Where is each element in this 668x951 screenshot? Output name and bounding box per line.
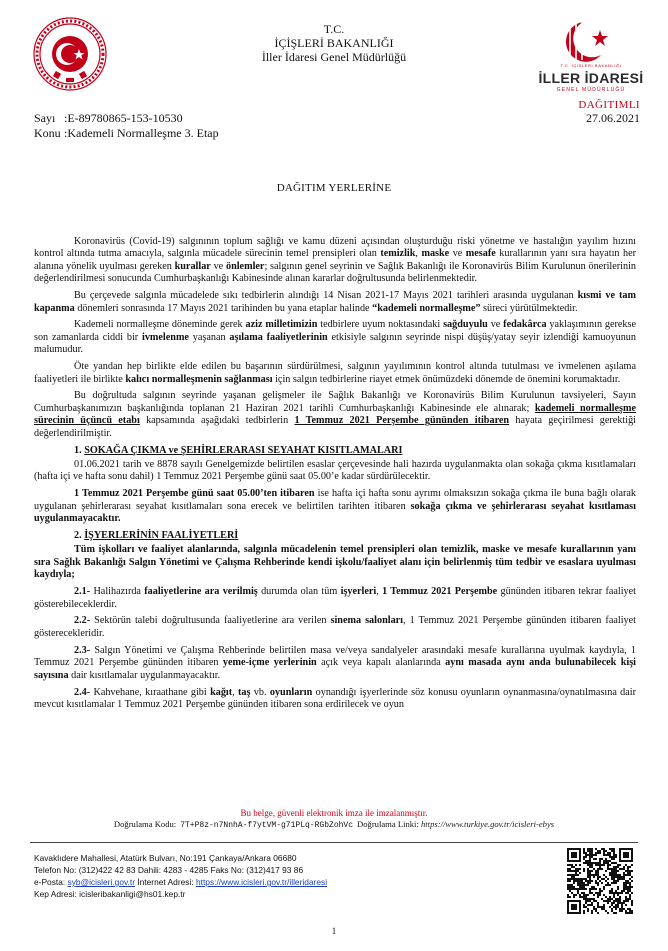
paragraph-10: 2.2- Sektörün talebi doğrultusunda faaliyetlerine ara verilen sinema salonları, 1 Temmuz 2021 Perşembe gününden itibaren faaliyet gösterecekleridir. [34, 615, 636, 639]
letterhead-line-1: T.C. [323, 22, 345, 36]
sayi-row [34, 111, 219, 126]
qr-code-icon [567, 848, 633, 914]
verification-link[interactable]: https://www.turkiye.gov.tr/icisleri-ebys [421, 819, 555, 829]
verification-link-label: Doğrulama Linki: [357, 819, 419, 829]
paragraph-5: Bu doğrultuda salgının seyrinde yaşanan gelişmeler ile Sağlık Bakanlığı ve Koronavirüs Bilim Kurulunun tavsiyeleri, Sayın Cumhurbaşkanımızın başkanlığında toplanan 21 Haziran 2021 tarihli Cumhurbaşkanlığı Kabinesinde ele alınarak; kademeli normalleşme sürecinin üçüncü etabı kapsamında aşağıdaki tedbirlerin 1 Temmuz 2021 Perşembe gününden itibaren hayata geçirilmesi gerektiği değerlendirilmiştir. [34, 390, 637, 439]
paragraph-11: 2.3- Salgın Yönetimi ve Çalışma Rehberinde belirtilen masa ve/veya sandalyeler arasındaki mesafe kurallarına uyulmak kaydıyla, 1 Temmuz 2021 Perşembe gününden itibaren yeme-içme yerlerinin açık veya kapalı alanlarında aynı masada aynı anda bulunabilecek kişi sayısına dair kısıtlamalar uygulanmayacaktır. [34, 644, 636, 681]
footer-contact: e-Posta: syb@icisleri.gov.tr İnternet Adresi: https://www.icisleri.gov.tr/illeridaresi [34, 877, 328, 887]
page-number: 1 [331, 926, 337, 936]
letterhead-line-3: İller İdaresi Genel Müdürlüğü [261, 50, 407, 64]
verification-code-label: Doğrulama Kodu: [113, 819, 177, 829]
sayi-label: Sayı [34, 111, 56, 125]
footer-kep: Kep Adresi: icisleribakanligi@hs01.kep.tr [34, 889, 186, 899]
footer-email-link[interactable]: syb@icisleri.gov.tr [67, 877, 135, 887]
footer-phone: Telefon No: (312)422 42 83 Dahili: 4283 - 4285 Faks No: (312)417 93 86 [34, 865, 304, 875]
verification-line [0, 819, 668, 830]
paragraph-6: 01.06.2021 tarih ve 8878 sayılı Genelgemizde belirtilen esaslar çerçevesinde hali hazırda uygulanmakta olan sokağa çıkma kısıtlamaları (hafta içi ve hafta sonu dahil) 1 Temmuz 2021 Perşembe günü saat 05.00’e kadar sürdürülecektir. [34, 459, 636, 483]
konu-label: Konu [34, 126, 61, 140]
footer-web-link[interactable]: https://www.icisleri.gov.tr/illeridaresi [195, 877, 328, 887]
footer-divider [30, 842, 638, 843]
footer [34, 852, 327, 900]
document-body [34, 236, 636, 716]
footer-address: Kavaklıdere Mahallesi, Atatürk Bulvarı, No:191 Çankaya/Ankara 06680 [34, 853, 297, 863]
konu-row [34, 126, 219, 141]
distribution-stamp: DAĞITIMLI [578, 99, 640, 111]
logo-subtitle: GENEL MÜDÜRLÜĞÜ [556, 87, 626, 93]
recipient-heading: DAĞITIM YERLERİNE [276, 182, 392, 194]
paragraph-12: 2.4- Kahvehane, kıraathane gibi kağıt, taş vb. oyunların oynandığı işyerlerinde söz konusu oyunların oynanmasına/oynatılmasına dair mevcut kısıtlamalar 1 Temmuz 2021 Perşembe gününden itibaren sona erdirilecek ve oyun [34, 686, 637, 710]
logo-title: İLLER İDARESİ [538, 70, 644, 86]
document-meta [34, 111, 219, 141]
paragraph-4: Öte yandan hep birlikte elde edilen bu başarının sürdürülmesi, salgının yayılımının kontrol altında tutulması ve ivmelenen aşılama faaliyetleri ile birlikte kalıcı normalleşmenin sağlanması için salgın tedbirlerine riayet etmek önümüzdeki dönemde de önemini korumaktadır. [34, 361, 636, 385]
paragraph-2: Bu çerçevede salgınla mücadelede sıkı tedbirlerin alındığı 14 Nisan 2021-17 Mayıs 2021 tarihleri arasında uygulanan kısmi ve tam kapanma dönemleri sonrasında 17 Mayıs 2021 tarihinden bu yana etaplar halinde “kademeli normalleşme” süreci yürütülmektedir. [34, 290, 636, 314]
crescent-star-logo-icon [536, 14, 646, 64]
logo-top-text: T.C. İÇİŞLERİ BAKANLIĞI [560, 63, 622, 68]
sayi-value: :E-89780865-153-10530 [64, 111, 183, 125]
section-heading-2: 2. İŞYERLERİNİN FAALİYETLERİ [74, 530, 239, 542]
letterhead [180, 22, 488, 64]
paragraph-8: Tüm işkolları ve faaliyet alanlarında, salgınla mücadelenin temel prensipleri olan temizlik, maske ve mesafe kurallarının yanı sıra Sağlık Bakanlığı Salgın Yönetimi ve Çalışma Rehberinde kendi işkolu/faaliyet alanı için belirlenmiş tüm tedbir ve esaslara uyulması kaydıyla; [34, 544, 636, 581]
verification-code: 7T+P8z-n7NnhA-f7ytVM-g71PLq-RGbZohVc [180, 821, 354, 830]
section-heading-1: 1. SOKAĞA ÇIKMA ve ŞEHİRLERARASI SEYAHAT KISITLAMALARI [74, 444, 403, 456]
konu-value: :Kademeli Normalleşme 3. Etap [64, 126, 219, 140]
ministry-crest-icon [30, 14, 110, 94]
letterhead-line-2: İÇİŞLERİ BAKANLIĞI [274, 36, 394, 50]
e-signature-note: Bu belge, güvenli elektronik imza ile imzalanmıştır. [240, 808, 428, 818]
document-date: 27.06.2021 [586, 111, 640, 125]
iller-idaresi-logo [536, 14, 646, 99]
paragraph-7: 1 Temmuz 2021 Perşembe günü saat 05.00’ten itibaren ise hafta içi hafta sonu ayrımı olmaksızın sokağa çıkma ile buna bağlı olarak uygulanan şehirlerarası seyahat kısıtlamaları sona erecek ve belirtilen tarihten itibaren sokağa çıkma ve şehirlerarası seyahat kısıtlaması uygulanmayacaktır. [34, 488, 636, 525]
paragraph-9: 2.1- Halihazırda faaliyetlerine ara verilmiş durumda olan tüm işyerleri, 1 Temmuz 2021 Perşembe gününden itibaren tekrar faaliyet gösterebileceklerdir. [34, 586, 636, 610]
paragraph-1: Koronavirüs (Covid-19) salgınının toplum sağlığı ve kamu düzeni açısından oluşturduğu riski yönetme ve hastalığın yayılım hızını kontrol altında tutma amacıyla, salgınla mücadele sürecinin temel prensipleri olan temizlik, maske ve mesafe kurallarının yanı sıra hayatın her alanına yönelik uyulması gereken kurallar ve önlemler; salgının genel seyrinin ve Sağlık Bakanlığı ile Koronavirüs Bilim Kurulunun önerilerinin değerlendirilmesi sonucunda Cumhurbaşkanlığı Kabinesinde alınan kararlar doğrultusunda belirlenmektedir. [34, 236, 636, 285]
paragraph-3: Kademeli normalleşme döneminde gerek aziz milletimizin tedbirlere uyum noktasındaki sağduyulu ve fedakârca yaklaşımının gerekse son zamanlarda ciddi bir ivmelenme yaşanan aşılama faaliyetlerinin etkisiyle salgının seyrinde nispi düşüş/yatay seyir izlendiği kamuoyunun malumudur. [34, 319, 636, 356]
